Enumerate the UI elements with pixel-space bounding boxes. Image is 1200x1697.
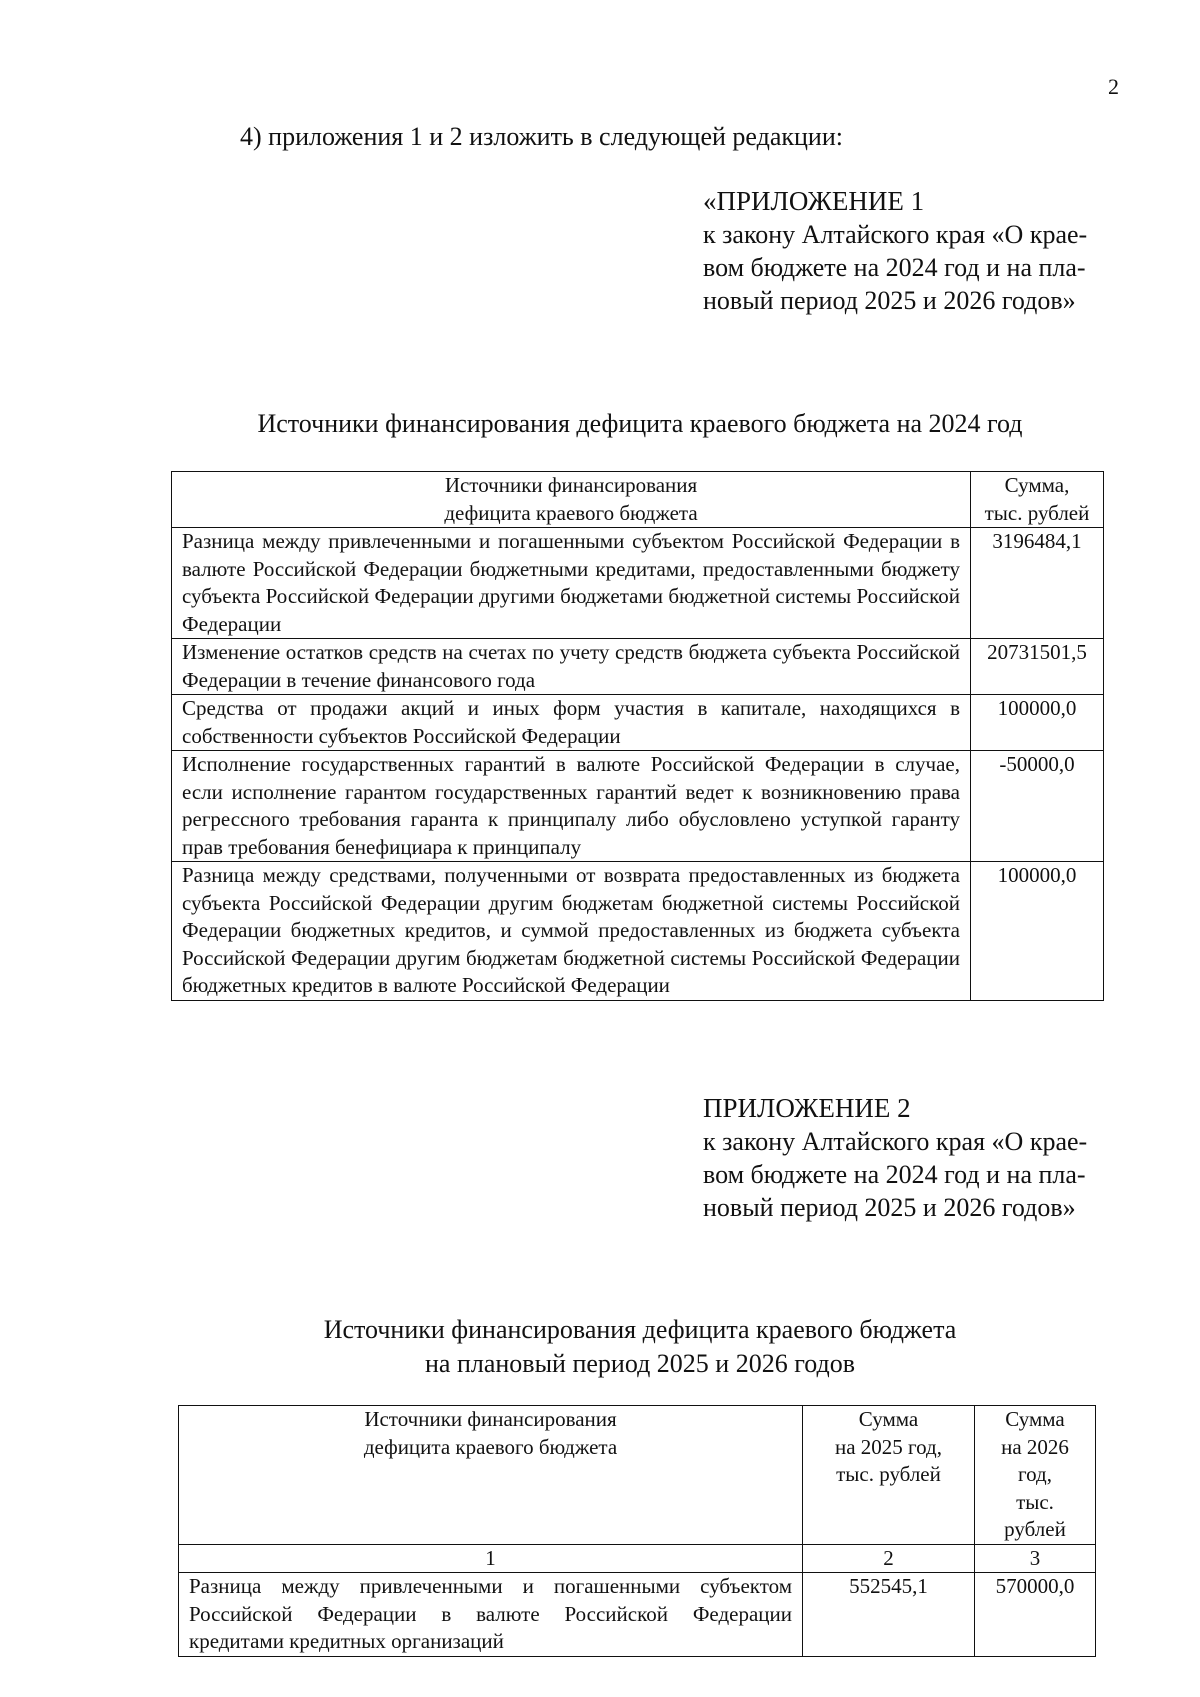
appendix-1-line: новый период 2025 и 2026 годов»	[703, 286, 1076, 315]
table-1	[171, 471, 1104, 1001]
appendix-1-line: вом бюджете на 2024 год и на пла-	[703, 253, 1086, 282]
source-cell: Разница между привлеченными и погашенными субъектом Российской Федерации в валюте Российской Федерации кредитами кредитных организаций	[179, 1573, 803, 1657]
header-text: Источники финансирования	[364, 1407, 617, 1431]
appendix-2-line: новый период 2025 и 2026 годов»	[703, 1193, 1076, 1222]
appendix-1-title: «ПРИЛОЖЕНИЕ 1	[703, 186, 925, 216]
header-text: тыс. рублей	[836, 1462, 941, 1486]
table-2-number-row	[179, 1544, 1096, 1573]
header-text: Сумма,	[1004, 473, 1070, 497]
table-2-heading-line: на плановый период 2025 и 2026 годов	[425, 1349, 855, 1378]
table-row	[172, 862, 1104, 1001]
header-text: Сумма	[1005, 1407, 1065, 1431]
header-text: Сумма	[858, 1407, 919, 1431]
column-number: 1	[179, 1544, 803, 1573]
table-2-heading-line: Источники финансирования дефицита краевого бюджета	[323, 1315, 957, 1344]
table-row	[172, 639, 1104, 695]
table-1-header-source	[172, 472, 971, 528]
table-2-header-source	[179, 1406, 803, 1545]
column-number: 2	[803, 1544, 975, 1573]
appendix-1-line: к закону Алтайского края «О крае-	[703, 220, 1088, 249]
table-2	[178, 1405, 1096, 1657]
table-2-header-row	[179, 1406, 1096, 1545]
appendix-1-header	[703, 185, 1087, 317]
header-text: дефицита краевого бюджета	[444, 500, 698, 525]
amount-cell: 100000,0	[971, 695, 1104, 751]
table-2-header-2026	[975, 1406, 1096, 1545]
table-row	[172, 751, 1104, 862]
amount-cell: -50000,0	[971, 751, 1104, 862]
table-2-header-2025	[803, 1406, 975, 1545]
amount-2025-cell: 552545,1	[803, 1573, 975, 1657]
header-text: дефицита краевого бюджета	[363, 1434, 618, 1459]
appendix-2-header	[703, 1092, 1087, 1224]
intro-paragraph: 4) приложения 1 и 2 изложить в следующей редакции:	[240, 122, 843, 151]
amount-cell: 100000,0	[971, 862, 1104, 1001]
table-row	[179, 1573, 1096, 1657]
table-1-header-amount	[971, 472, 1104, 528]
source-cell: Исполнение государственных гарантий в валюте Российской Федерации в случае, если исполнение гарантом государственных гарантий ведет к возникновению права регрессного требования гаранта к принципалу либо обусловлено уступкой гаранту прав требования бенефициара к принципалу	[172, 751, 971, 862]
table-2-heading	[180, 1313, 1100, 1381]
source-cell: Изменение остатков средств на счетах по учету средств бюджета субъекта Российской Федерации в течение финансового года	[172, 639, 971, 695]
header-text: Источники финансирования	[444, 473, 698, 497]
column-number: 3	[975, 1544, 1096, 1573]
header-text: тыс. рублей	[984, 500, 1090, 525]
appendix-2-line: вом бюджете на 2024 год и на пла-	[703, 1160, 1086, 1189]
appendix-2-line: к закону Алтайского края «О крае-	[703, 1127, 1088, 1156]
source-cell: Средства от продажи акций и иных форм участия в капитале, находящихся в собственности субъектов Российской Федерации	[172, 695, 971, 751]
source-cell: Разница между привлеченными и погашенными субъектом Российской Федерации в валюте Российской Федерации бюджетными кредитами, предоставленными бюджету субъекта Российской Федерации другими бюджетами бюджетной системы Российской Федерации	[172, 528, 971, 639]
table-1-heading: Источники финансирования дефицита краевого бюджета на 2024 год	[257, 409, 1023, 438]
amount-2026-cell: 570000,0	[975, 1573, 1096, 1657]
appendix-2-title: ПРИЛОЖЕНИЕ 2	[703, 1093, 911, 1123]
page-number: 2	[1108, 74, 1119, 99]
header-text: на 2025 год,	[835, 1434, 942, 1459]
source-cell: Разница между средствами, полученными от возврата предоставленных из бюджета субъекта Российской Федерации другим бюджетам бюджетной системы Российской Федерации бюджетных кредитов, и суммой предоставленных из бюджета субъекта Российской Федерации другим бюджетам бюджетной системы Российской Федерации бюджетных кредитов в валюте Российской Федерации	[172, 862, 971, 1001]
amount-cell: 3196484,1	[971, 528, 1104, 639]
header-text: на 2026 год,	[1001, 1434, 1069, 1486]
amount-cell: 20731501,5	[971, 639, 1104, 695]
table-1-header-row	[172, 472, 1104, 528]
table-row	[172, 695, 1104, 751]
header-text: тыс. рублей	[1004, 1489, 1066, 1541]
table-row	[172, 528, 1104, 639]
